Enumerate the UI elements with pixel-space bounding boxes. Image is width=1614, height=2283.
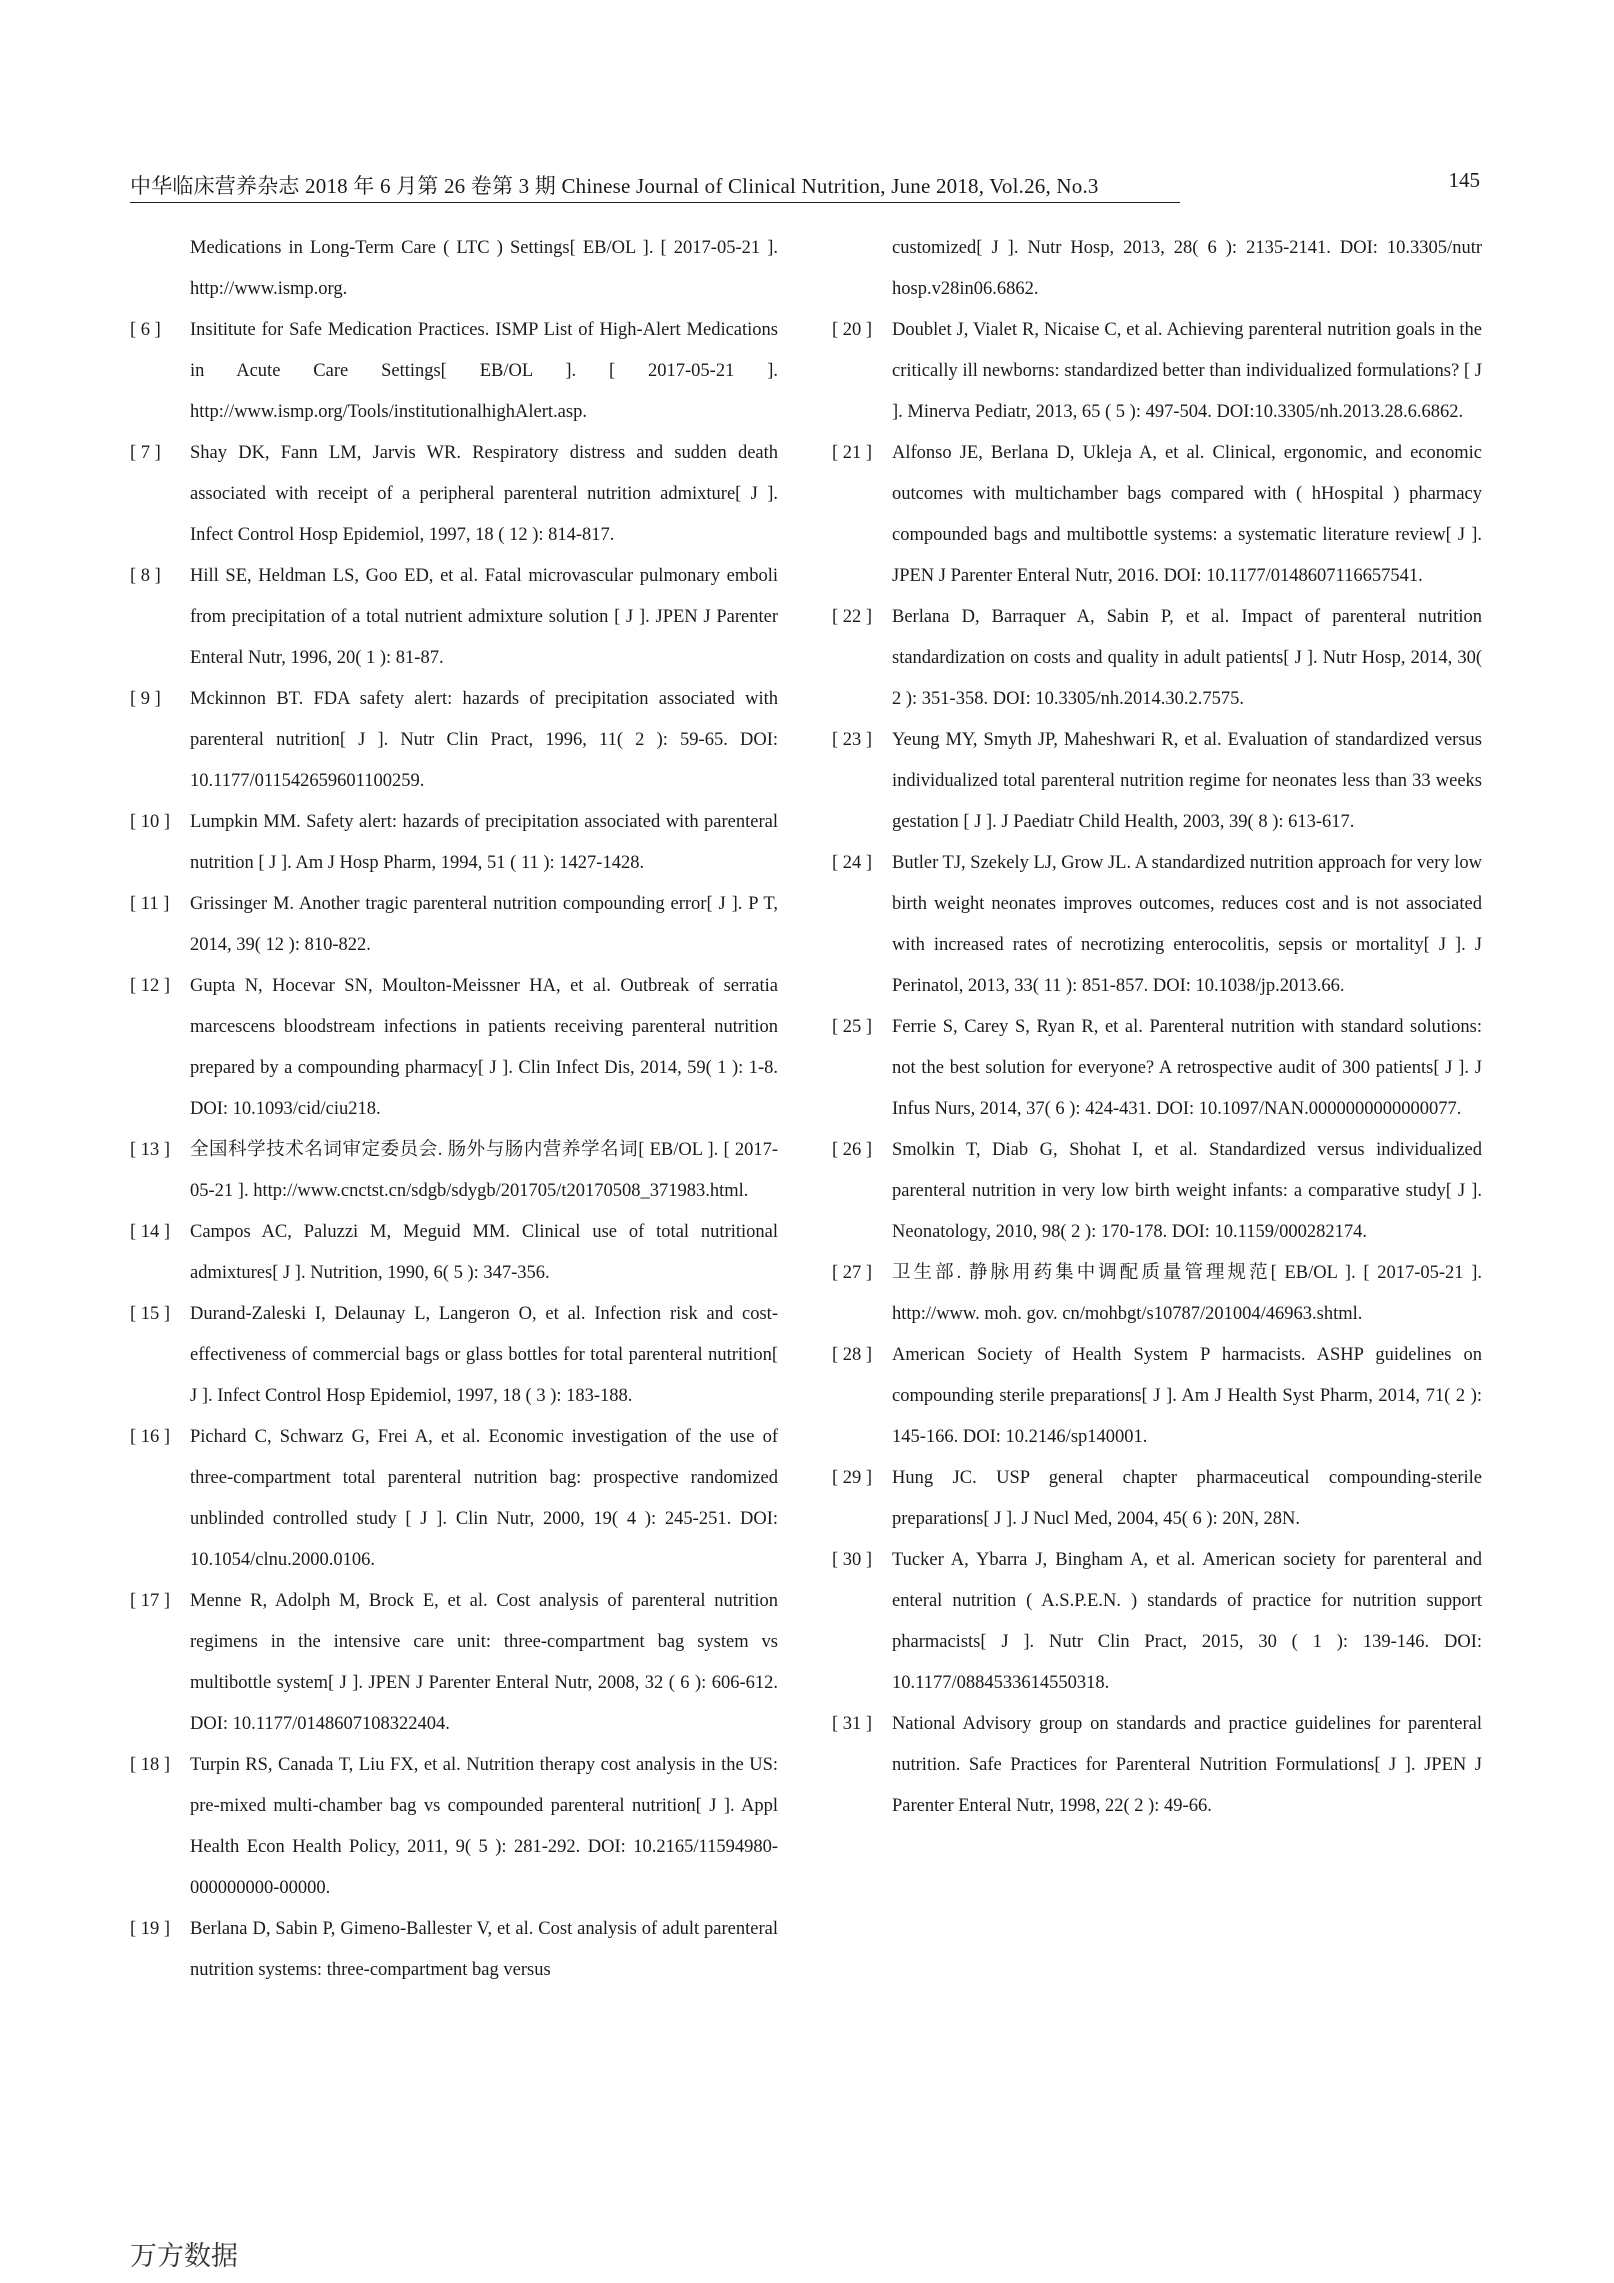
reference-number: [ 11 ]: [130, 894, 170, 914]
reference-text: Campos AC, Paluzzi M, Meguid MM. Clinical use of total nutritional admixtures[ J ]. Nutrition, 1990, 6( 5 ): 347-356.: [190, 1222, 778, 1283]
reference-text: Smolkin T, Diab G, Shohat I, et al. Standardized versus individualized parenteral nutrition in very low birth weight infants: a comparative study[ J ]. Neonatology, 2010, 98( 2 ): 170-178. DOI: 10.1159/000282174.: [892, 1140, 1482, 1242]
reference-number: [ 22 ]: [832, 607, 873, 627]
reference-number: [ 30 ]: [832, 1550, 873, 1570]
running-header: [130, 168, 1480, 204]
reference-text: Berlana D, Barraquer A, Sabin P, et al. Impact of parenteral nutrition standardization on costs and quality in adult patients[ J ]. Nutr Hosp, 2014, 30( 2 ): 351-358. DOI: 10.3305/nh.2014.30.2.7575.: [892, 607, 1482, 709]
reference-item: [130, 310, 778, 433]
page-number: 145: [1448, 168, 1480, 192]
reference-number: [ 20 ]: [832, 320, 873, 340]
reference-item: [832, 843, 1482, 1007]
reference-number: [ 18 ]: [130, 1755, 171, 1775]
reference-text: Tucker A, Ybarra J, Bingham A, et al. American society for parenteral and enteral nutrition ( A.S.P.E.N. ) standards of practice for nutrition support pharmacists[ J ]. Nutr Clin Pract, 2015, 30 ( 1 ): 139-146. DOI: 10.1177/0884533614550318.: [892, 1550, 1482, 1693]
reference-text: Butler TJ, Szekely LJ, Grow JL. A standardized nutrition approach for very low birth weight neonates improves outcomes, reduces cost and is not associated with increased rates of necrotizing enterocolitis, sepsis or mortality[ J ]. J Perinatol, 2013, 33( 11 ): 851-857. DOI: 10.1038/jp.2013.66.: [892, 853, 1482, 996]
reference-item: [130, 966, 778, 1130]
reference-text: Turpin RS, Canada T, Liu FX, et al. Nutrition therapy cost analysis in the US: pre-mixed multi-chamber bag vs compounded parenteral nutrition[ J ]. Appl Health Econ Health Policy, 2011, 9( 5 ): 281-292. DOI: 10.2165/11594980-000000000-00000.: [190, 1755, 778, 1898]
left-column: [130, 228, 778, 1991]
reference-text: customized[ J ]. Nutr Hosp, 2013, 28( 6 ): 2135-2141. DOI: 10.3305/nutr hosp.v28in06.6862.: [892, 238, 1482, 299]
reference-item: [832, 1130, 1482, 1253]
reference-continuation: [130, 228, 778, 310]
reference-number: [ 10 ]: [130, 812, 171, 832]
reference-item: [130, 884, 778, 966]
reference-item: [832, 1540, 1482, 1704]
reference-text: Lumpkin MM. Safety alert: hazards of precipitation associated with parenteral nutrition [ J ]. Am J Hosp Pharm, 1994, 51 ( 11 ): 1427-1428.: [190, 812, 778, 873]
reference-number: [ 7 ]: [130, 443, 161, 463]
reference-item: [832, 433, 1482, 597]
reference-list-right: [832, 310, 1482, 1827]
reference-item: [832, 597, 1482, 720]
reference-number: [ 8 ]: [130, 566, 161, 586]
reference-item: [832, 720, 1482, 843]
reference-item: [130, 1212, 778, 1294]
database-watermark: 万方数据: [130, 2241, 238, 2272]
reference-text: National Advisory group on standards and practice guidelines for parenteral nutrition. Safe Practices for Parenteral Nutrition Formulations[ J ]. JPEN J Parenter Enteral Nutr, 1998, 22( 2 ): 49-66.: [892, 1714, 1482, 1816]
reference-number: [ 31 ]: [832, 1714, 873, 1734]
reference-number: [ 29 ]: [832, 1468, 873, 1488]
reference-number: [ 14 ]: [130, 1222, 171, 1242]
reference-text: American Society of Health System P harmacists. ASHP guidelines on compounding sterile preparations[ J ]. Am J Health Syst Pharm, 2014, 71( 2 ): 145-166. DOI: 10.2146/sp140001.: [892, 1345, 1482, 1447]
reference-text: Hung JC. USP general chapter pharmaceutical compounding-sterile preparations[ J ]. J Nucl Med, 2004, 45( 6 ): 20N, 28N.: [892, 1468, 1482, 1529]
reference-item: [832, 1704, 1482, 1827]
header-rule: [130, 202, 1180, 203]
reference-text: Gupta N, Hocevar SN, Moulton-Meissner HA, et al. Outbreak of serratia marcescens bloodstream infections in patients receiving parenteral nutrition prepared by a compounding pharmacy[ J ]. Clin Infect Dis, 2014, 59( 1 ): 1-8. DOI: 10.1093/cid/ciu218.: [190, 976, 778, 1119]
reference-text: Insititute for Safe Medication Practices. ISMP List of High-Alert Medications in Acute Care Settings[ EB/OL ]. [ 2017-05-21 ]. http://www.ismp.org/Tools/institutionalhighAlert.asp.: [190, 320, 778, 422]
reference-number: [ 28 ]: [832, 1345, 873, 1365]
reference-text: Berlana D, Sabin P, Gimeno-Ballester V, et al. Cost analysis of adult parenteral nutrition systems: three-compartment bag versus: [190, 1919, 778, 1980]
reference-number: [ 27 ]: [832, 1263, 873, 1283]
reference-item: [832, 310, 1482, 433]
reference-item: [130, 679, 778, 802]
reference-continuation: [832, 228, 1482, 310]
reference-text: Pichard C, Schwarz G, Frei A, et al. Economic investigation of the use of three-compartment total parenteral nutrition bag: prospective randomized unblinded controlled study [ J ]. Clin Nutr, 2000, 19( 4 ): 245-251. DOI: 10.1054/clnu.2000.0106.: [190, 1427, 778, 1570]
reference-item: [832, 1335, 1482, 1458]
reference-text: Durand-Zaleski I, Delaunay L, Langeron O, et al. Infection risk and cost-effectiveness of commercial bags or glass bottles for total parenteral nutrition[ J ]. Infect Control Hosp Epidemiol, 1997, 18 ( 3 ): 183-188.: [190, 1304, 778, 1406]
reference-number: [ 23 ]: [832, 730, 873, 750]
reference-text: Alfonso JE, Berlana D, Ukleja A, et al. Clinical, ergonomic, and economic outcomes with multichamber bags compared with ( hHospital ) pharmacy compounded bags and multibottle systems: a systematic literature review[ J ]. JPEN J Parenter Enteral Nutr, 2016. DOI: 10.1177/0148607116657541.: [892, 443, 1482, 586]
reference-item: [130, 1909, 778, 1991]
reference-text: Medications in Long-Term Care ( LTC ) Settings[ EB/OL ]. [ 2017-05-21 ]. http://www.ismp.org.: [190, 238, 778, 299]
reference-text: Grissinger M. Another tragic parenteral nutrition compounding error[ J ]. P T, 2014, 39( 12 ): 810-822.: [190, 894, 778, 955]
reference-item: [832, 1007, 1482, 1130]
reference-item: [130, 1130, 778, 1212]
reference-number: [ 26 ]: [832, 1140, 873, 1160]
reference-item: [130, 1294, 778, 1417]
reference-number: [ 12 ]: [130, 976, 171, 996]
reference-text: 卫生部. 静脉用药集中调配质量管理规范[ EB/OL ]. [ 2017-05-21 ]. http://www. moh. gov. cn/mohbgt/s10787/201004/46963.shtml.: [892, 1263, 1482, 1324]
reference-number: [ 13 ]: [130, 1140, 171, 1160]
reference-number: [ 21 ]: [832, 443, 873, 463]
reference-item: [130, 556, 778, 679]
right-column: [832, 228, 1482, 1827]
reference-number: [ 17 ]: [130, 1591, 171, 1611]
journal-running-title: 中华临床营养杂志 2018 年 6 月第 26 卷第 3 期 Chinese Journal of Clinical Nutrition, June 2018, Vol.26, No.3: [130, 174, 1099, 198]
reference-text: Hill SE, Heldman LS, Goo ED, et al. Fatal microvascular pulmonary emboli from precipitation of a total nutrient admixture solution [ J ]. JPEN J Parenter Enteral Nutr, 1996, 20( 1 ): 81-87.: [190, 566, 778, 668]
reference-text: Ferrie S, Carey S, Ryan R, et al. Parenteral nutrition with standard solutions: not the best solution for everyone? A retrospective audit of 300 patients[ J ]. J Infus Nurs, 2014, 37( 6 ): 424-431. DOI: 10.1097/NAN.0000000000000077.: [892, 1017, 1482, 1119]
reference-item: [832, 1458, 1482, 1540]
reference-list-left: [130, 310, 778, 1991]
reference-item: [130, 1417, 778, 1581]
reference-number: [ 15 ]: [130, 1304, 171, 1324]
reference-number: [ 6 ]: [130, 320, 161, 340]
reference-item: [130, 1581, 778, 1745]
reference-text: 全国科学技术名词审定委员会. 肠外与肠内营养学名词[ EB/OL ]. [ 2017-05-21 ]. http://www.cnctst.cn/sdgb/sdygb/201705/t20170508_371983.html.: [190, 1140, 778, 1201]
reference-number: [ 25 ]: [832, 1017, 873, 1037]
reference-number: [ 24 ]: [832, 853, 873, 873]
reference-number: [ 19 ]: [130, 1919, 171, 1939]
reference-item: [130, 802, 778, 884]
reference-text: Shay DK, Fann LM, Jarvis WR. Respiratory distress and sudden death associated with receipt of a peripheral parenteral nutrition admixture[ J ]. Infect Control Hosp Epidemiol, 1997, 18 ( 12 ): 814-817.: [190, 443, 778, 545]
reference-text: Yeung MY, Smyth JP, Maheshwari R, et al. Evaluation of standardized versus individualized total parenteral nutrition regime for neonates less than 33 weeks gestation [ J ]. J Paediatr Child Health, 2003, 39( 8 ): 613-617.: [892, 730, 1482, 832]
reference-number: [ 9 ]: [130, 689, 161, 709]
reference-item: [130, 1745, 778, 1909]
reference-text: Mckinnon BT. FDA safety alert: hazards of precipitation associated with parenteral nutrition[ J ]. Nutr Clin Pract, 1996, 11( 2 ): 59-65. DOI: 10.1177/011542659601100259.: [190, 689, 778, 791]
reference-item: [832, 1253, 1482, 1335]
reference-text: Doublet J, Vialet R, Nicaise C, et al. Achieving parenteral nutrition goals in the critically ill newborns: standardized better than individualized formulations? [ J ]. Minerva Pediatr, 2013, 65 ( 5 ): 497-504. DOI:10.3305/nh.2013.28.6.6862.: [892, 320, 1482, 422]
reference-number: [ 16 ]: [130, 1427, 171, 1447]
reference-item: [130, 433, 778, 556]
reference-text: Menne R, Adolph M, Brock E, et al. Cost analysis of parenteral nutrition regimens in the intensive care unit: three-compartment bag system vs multibottle system[ J ]. JPEN J Parenter Enteral Nutr, 2008, 32 ( 6 ): 606-612. DOI: 10.1177/0148607108322404.: [190, 1591, 778, 1734]
